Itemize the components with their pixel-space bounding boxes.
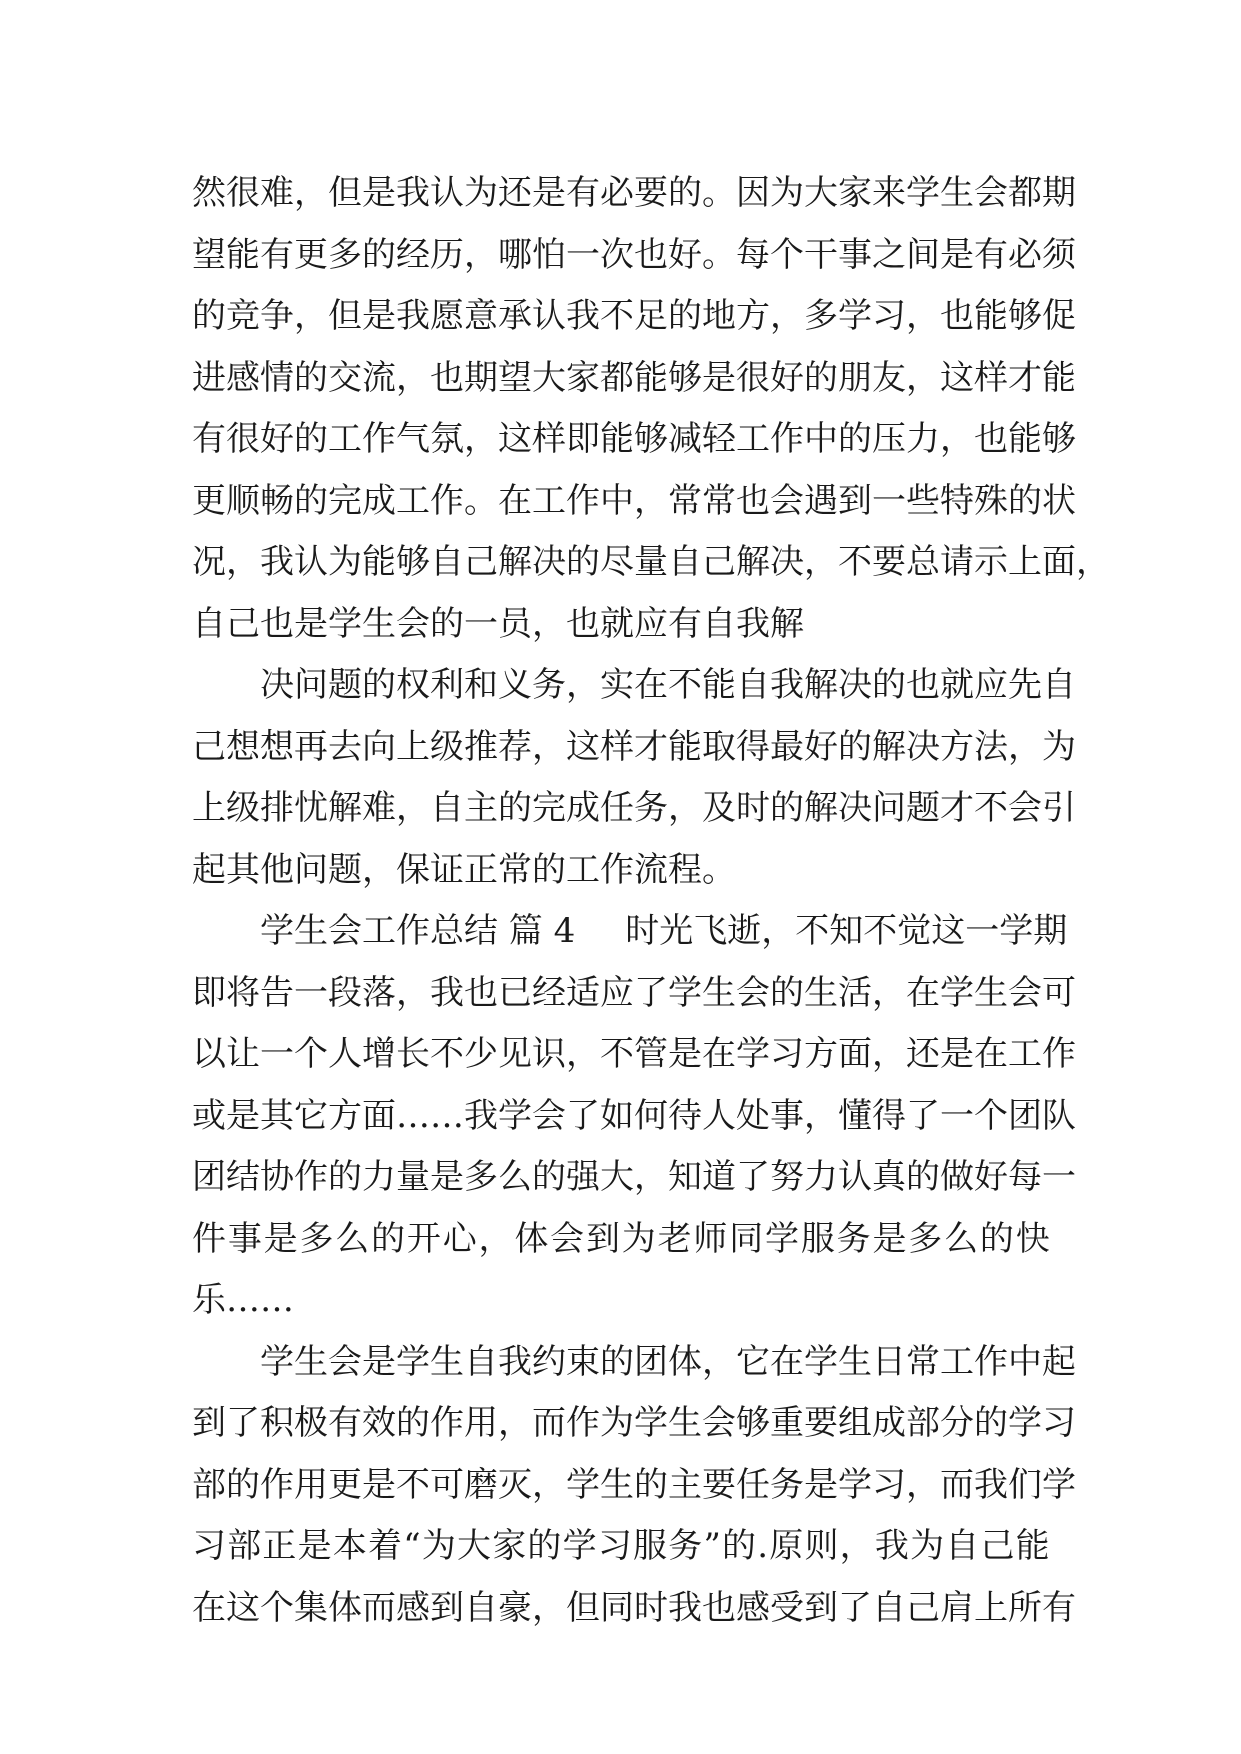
text-line: 到 了 积 极 有 效 的 作 用 ， 而 作 为 学 生 会 够 重 要 组 成 部 分 的 学 习: [192, 1403, 1076, 1443]
text-line: 部 的 作 用 更 是 不 可 磨 灭 ， 学 生 的 主 要 任 务 是 学 习 ， 而 我 们 学: [192, 1464, 1076, 1505]
section-heading-line: [192, 901, 1068, 963]
text-line: 自己也是学生会的一员，也就应有自我解: [192, 603, 804, 644]
text-line: 团 结 协 作 的 力 量 是 多 么 的 强 大 ， 知 道 了 努 力 认 真 的 做 好 每 一: [192, 1157, 1076, 1197]
text-line: 以 让 一 个 人 增 长 不 少 见 识 ， 不 管 是 在 学 习 方 面 ， 还 是 在 工 作: [192, 1034, 1076, 1074]
text-line: 件 事 是 多 么 的 开 心 ， 体 会 到 为 老 师 同 学 服 务 是 多 么 的 快: [192, 1218, 1050, 1259]
paragraph-first-line: 决 问 题 的 权 利 和 义 务 ， 实 在 不 能 自 我 解 决 的 也 就 应 先 自: [260, 665, 1076, 705]
text-line: 的 竞 争 ， 但 是 我 愿 意 承 认 我 不 足 的 地 方 ， 多 学 习 ， 也 能 够 促: [192, 296, 1076, 336]
text-line: 习 部 正 是 本 着 “ 为 大 家 的 学 习 服 务 ” 的 . 原 则 ， 我 为 自 己 能: [192, 1526, 1050, 1566]
section-heading: 学生会工作总结 篇 4: [260, 911, 576, 951]
text-line: 更 顺 畅 的 完 成 工 作 。 在 工 作 中 ， 常 常 也 会 遇 到 一 些 特 殊 的 状: [192, 480, 1076, 521]
text-line: 起其他问题，保证正常的工作流程。: [192, 849, 736, 890]
text-line: 己 想 想 再 去 向 上 级 推 荐 ， 这 样 才 能 取 得 最 好 的 解 决 方 法 ， 为: [192, 726, 1076, 767]
text-line: 然 很 难 ， 但 是 我 认 为 还 是 有 必 要 的 。 因 为 大 家 来 学 生 会 都 期: [192, 173, 1076, 213]
text-line: 有 很 好 的 工 作 气 氛 ， 这 样 即 能 够 减 轻 工 作 中 的 压 力 ， 也 能 够: [192, 419, 1076, 459]
text-line: 或 是 其 它 方 面 … … 我 学 会 了 如 何 待 人 处 事 ， 懂 得 了 一 个 团 队: [192, 1095, 1076, 1136]
document-body: [192, 163, 1110, 1639]
text-line: 上 级 排 忧 解 难 ， 自 主 的 完 成 任 务 ， 及 时 的 解 决 问 题 才 不 会 引: [192, 788, 1076, 828]
text-line: 进 感 情 的 交 流 ， 也 期 望 大 家 都 能 够 是 很 好 的 朋 友 ， 这 样 才 能: [192, 357, 1076, 398]
text-line: 在 这 个 集 体 而 感 到 自 豪 ， 但 同 时 我 也 感 受 到 了 自 己 肩 上 所 有: [192, 1587, 1076, 1628]
text-line: 即 将 告 一 段 落 ， 我 也 已 经 适 应 了 学 生 会 的 生 活 ， 在 学 生 会 可: [192, 972, 1076, 1013]
paragraph-first-line: 学 生 会 是 学 生 自 我 约 束 的 团 体 ， 它 在 学 生 日 常 工 作 中 起: [260, 1341, 1076, 1382]
section-first-sentence: 时光飞逝，不知不觉这一学期: [625, 911, 1068, 951]
text-line: 况 ， 我 认 为 能 够 自 己 解 决 的 尽 量 自 己 解 决 ， 不 要 总 请 示 上 面 ，: [192, 542, 1110, 582]
text-line: 乐……: [192, 1280, 294, 1320]
text-line: 望 能 有 更 多 的 经 历 ， 哪 怕 一 次 也 好 。 每 个 干 事 之 间 是 有 必 须: [192, 234, 1076, 275]
